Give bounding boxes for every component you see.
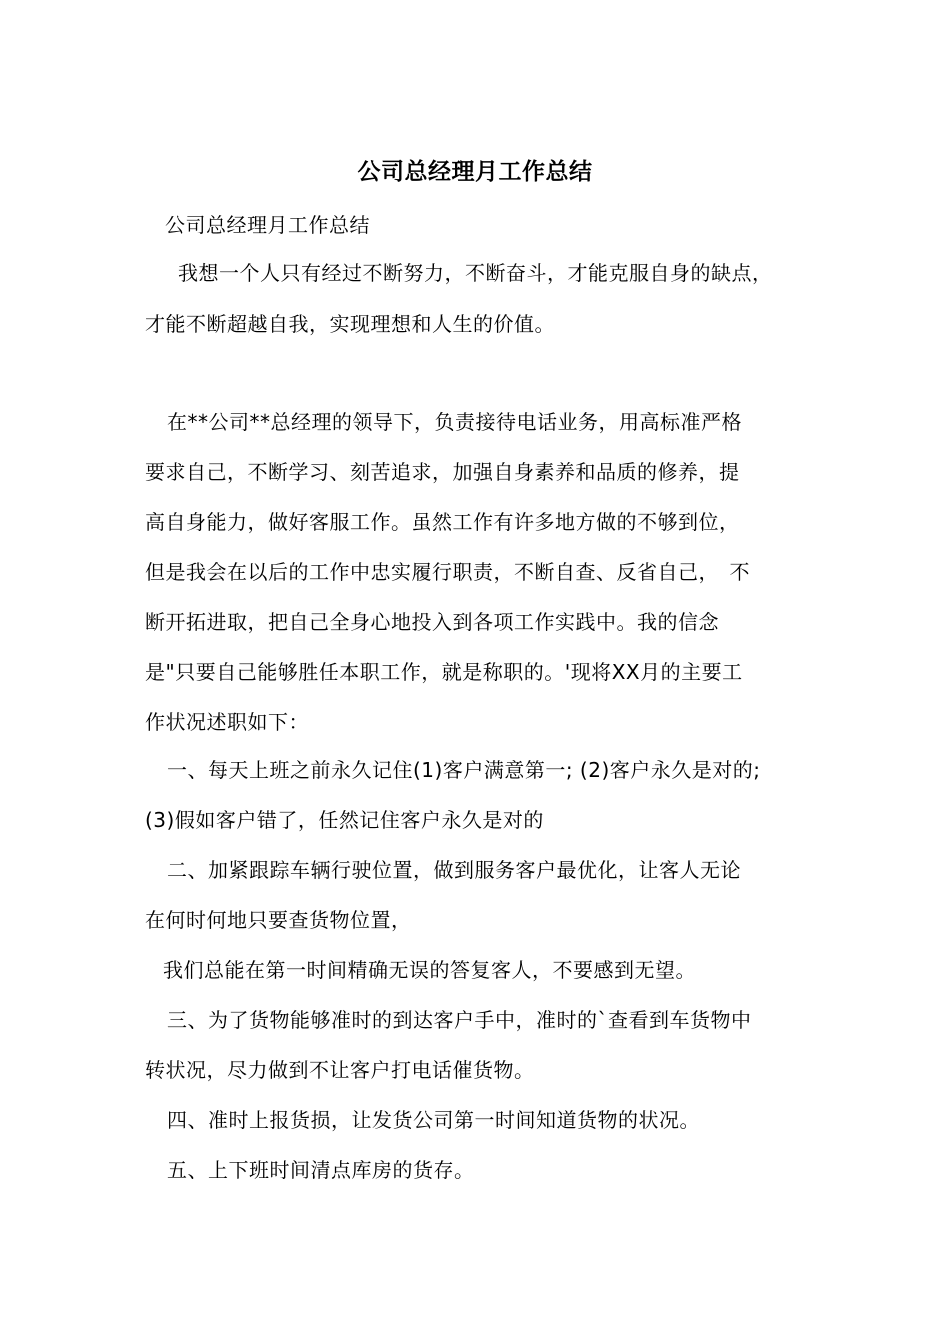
paragraph-line: 高自身能力，做好客服工作。虽然工作有许多地方做的不够到位，: [145, 510, 740, 534]
document-title: 公司总经理月工作总结: [357, 159, 593, 185]
list-item-2-continued: 在何时何地只要查货物位置，: [145, 908, 412, 932]
paragraph-line: 在**公司**总经理的领导下，负责接待电话业务，用高标准严格: [167, 410, 742, 434]
list-item-1: 一、每天上班之前永久记住(1)客户满意第一; (2)客户永久是对的;: [167, 758, 761, 782]
paragraph-line: 但是我会在以后的工作中忠实履行职责，不断自查、反省自己， 不: [145, 560, 750, 584]
list-item-1-continued: (3)假如客户错了，任然记住客户永久是对的: [145, 808, 544, 832]
paragraph-line: 要求自己，不断学习、刻苦追求，加强自身素养和品质的修养，提: [145, 460, 740, 484]
list-item-5: 五、上下班时间清点库房的货存。: [167, 1158, 475, 1182]
list-item-3: 三、为了货物能够准时的到达客户手中，准时的`查看到车货物中: [167, 1008, 752, 1032]
paragraph-line: 我想一个人只有经过不断努力，不断奋斗，才能克服自身的缺点，: [178, 261, 773, 285]
list-item-2-continued: 我们总能在第一时间精确无误的答复客人，不要感到无望。: [163, 958, 696, 982]
subtitle-line: 公司总经理月工作总结: [165, 213, 370, 237]
paragraph-line: 断开拓进取，把自己全身心地投入到各项工作实践中。我的信念: [145, 610, 719, 634]
list-item-3-continued: 转状况，尽力做到不让客户打电话催货物。: [145, 1058, 535, 1082]
paragraph-line: 作状况述职如下：: [145, 710, 309, 734]
list-item-2: 二、加紧跟踪车辆行驶位置，做到服务客户最优化，让客人无论: [167, 858, 741, 882]
paragraph-line: 是"只要自己能够胜任本职工作，就是称职的。'现将XX月的主要工: [145, 660, 743, 684]
paragraph-line: 才能不断超越自我，实现理想和人生的价值。: [145, 312, 555, 336]
list-item-4: 四、准时上报货损，让发货公司第一时间知道货物的状况。: [167, 1108, 700, 1132]
